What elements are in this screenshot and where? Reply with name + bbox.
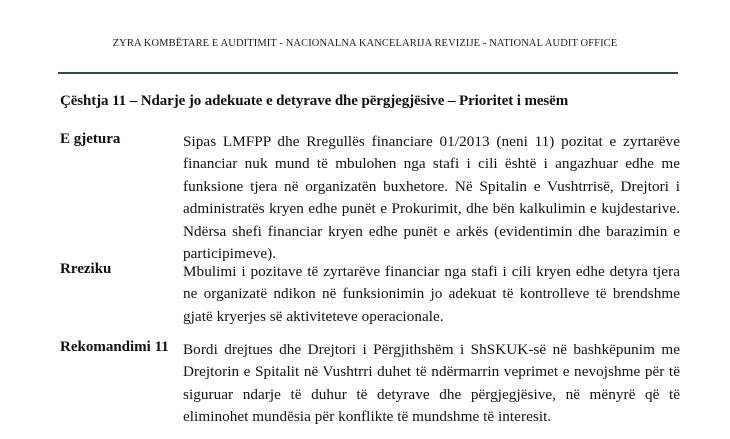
recommendation-label: Rekomandimi 11 (60, 339, 169, 355)
finding-label: E gjetura (60, 131, 121, 147)
finding-text: Sipas LMFPP dhe Rregullës financiare 01/2013 (neni 11) pozitat e zyrtarëve financiar nuk mund të mbulohen nga stafi i cili është i angazhuar edhe me funksione tjera në organizatën buxhetore. Në Spitalin e Vushtrrisë, Drejtori i administratës kryen edhe punët e Prokurimit, dhe bën kalkulimin e kujdestarive. Ndërsa shefi financiar kryen edhe punët e arkës (evidentimin dhe barazimin e participimeve). (183, 133, 680, 263)
risk-label: Rreziku (60, 261, 112, 277)
issue-title: Çështja 11 – Ndarje jo adekuate e detyrave dhe përgjegjësive – Prioritet i mesëm (60, 93, 569, 109)
header-divider (58, 72, 678, 74)
recommendation-text: Bordi drejtues dhe Drejtori i Përgjithshëm i ShSKUK-së në bashkëpunim me Drejtorin e Spitalit në Vushtrri duhet të ndërmarrin veprimet e nevojshme për të siguruar ndarje të duhur të detyrave dhe përgjegjësive, në mënyrë që të eliminohet mundësia për konflikte të mundshme të interesit. (183, 341, 680, 426)
risk-text: Mbulimi i pozitave të zyrtarëve financiar nga stafi i cili kryen edhe detyra tjera ne organizatë ndikon në funksionimin jo adekuat të kontrolleve të brendshme gjatë kryerjes së aktiviteteve operacionale. (183, 263, 680, 325)
document-header: ZYRA KOMBËTARE E AUDITIMIT - NACIONALNA KANCELARIJA REVIZIJE - NATIONAL AUDIT OFFICE (112, 38, 618, 49)
